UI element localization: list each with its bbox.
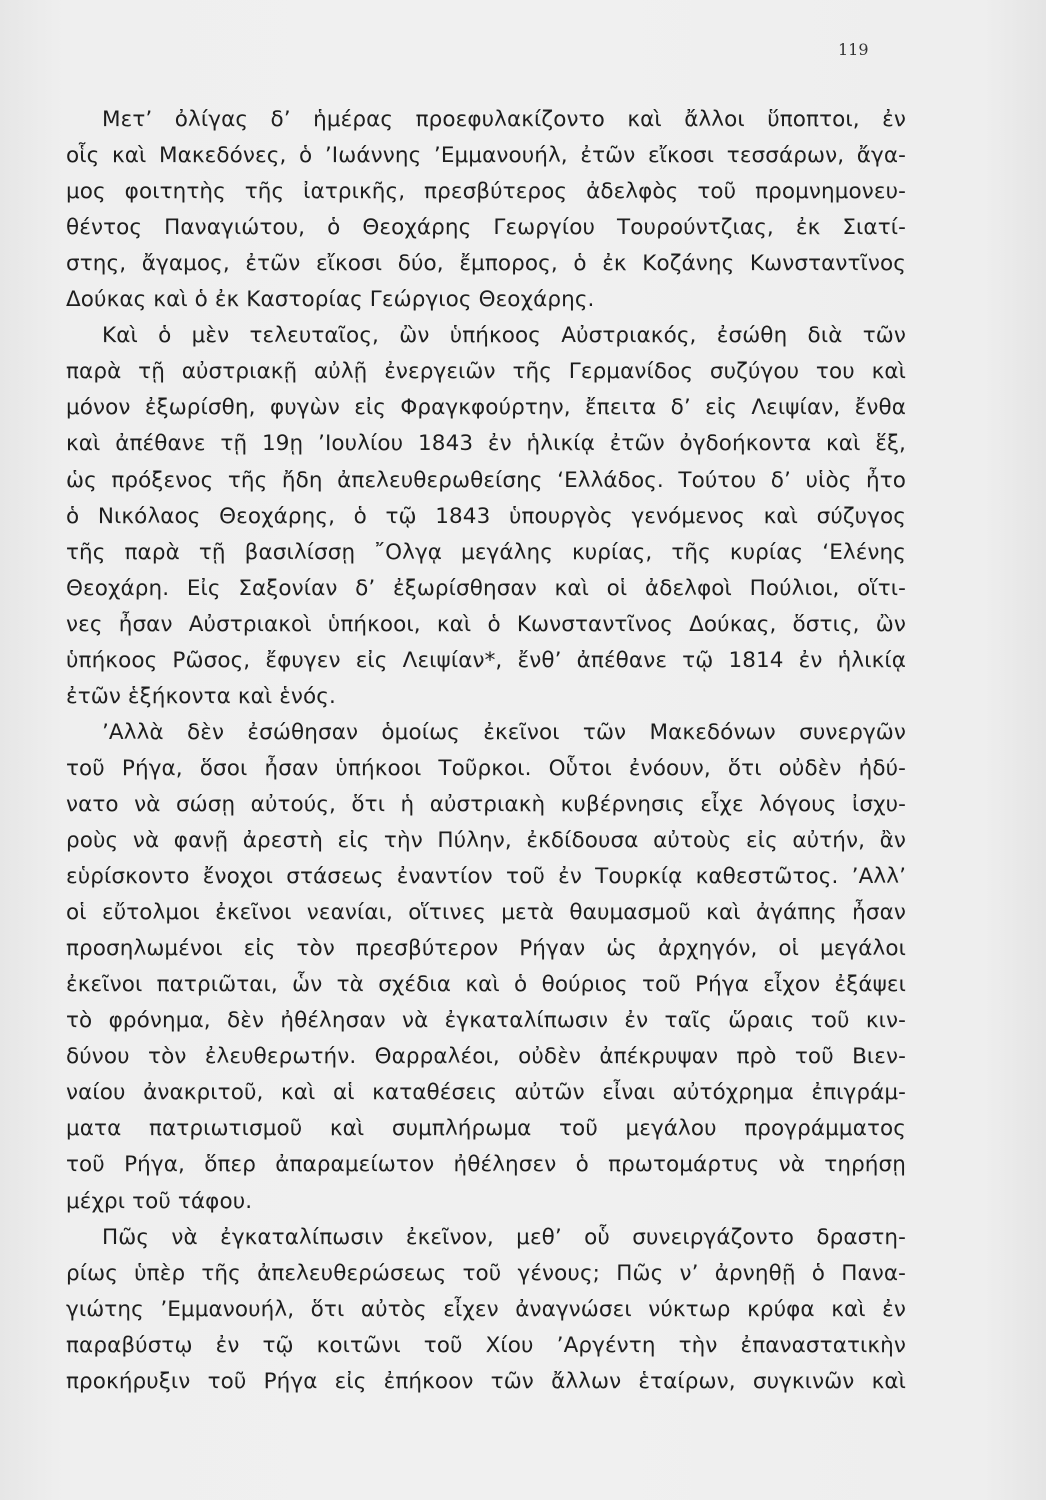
text-line: οἱ εὔτολμοι ἐκεῖνοι νεανίαι, οἵτινες μετὰ θαυμασμοῦ καὶ ἀγάπης ἦσαν: [66, 900, 906, 925]
text-line: Μετ’ ὀλίγας δ’ ἡμέρας προεφυλακίζοντο καὶ ἄλλοι ὕποπτοι, ἐν: [102, 107, 906, 132]
text-line: μος φοιτητὴς τῆς ἰατρικῆς, πρεσβύτερος ἀδελφὸς τοῦ προμνημονευ-: [66, 179, 906, 204]
text-line: παραβύστῳ ἐν τῷ κοιτῶνι τοῦ Χίου ’Αργέντη τὴν ἐπαναστατικὴν: [66, 1333, 906, 1358]
text-line: εὑρίσκοντο ἔνοχοι στάσεως ἐναντίον τοῦ ἐν Τουρκίᾳ καθεστῶτος. ’Αλλ’: [66, 864, 906, 889]
text-line: στης, ἄγαμος, ἐτῶν εἴκοσι δύο, ἔμπορος, ὁ ἐκ Κοζάνης Κωνσταντῖνος: [66, 251, 906, 276]
text-line: Πῶς νὰ ἐγκαταλίπωσιν ἐκεῖνον, μεθ’ οὗ συνειργάζοντο δραστη-: [102, 1225, 906, 1250]
text-line: Θεοχάρη. Εἰς Σαξονίαν δ’ ἐξωρίσθησαν καὶ οἱ ἀδελφοὶ Πούλιοι, οἵτι-: [66, 576, 906, 601]
text-line: προκήρυξιν τοῦ Ρήγα εἰς ἐπήκοον τῶν ἄλλων ἑταίρων, συγκινῶν καὶ: [66, 1369, 906, 1394]
text-line: ὡς πρόξενος τῆς ἤδη ἀπελευθερωθείσης ‘Ελλάδος. Τούτου δ’ υἱὸς ἦτο: [66, 468, 906, 493]
text-line: ὁ Νικόλαος Θεοχάρης, ὁ τῷ 1843 ὑπουργὸς γενόμενος καὶ σύζυγος: [66, 504, 906, 529]
text-line: ροὺς νὰ φανῇ ἀρεστὴ εἰς τὴν Πύλην, ἐκδίδουσα αὐτοὺς εἰς αὐτήν, ἂν: [66, 828, 906, 853]
text-line: καὶ ἀπέθανε τῇ 19ῃ ’Ιουλίου 1843 ἐν ἡλικίᾳ ἐτῶν ὀγδοήκοντα καὶ ἕξ,: [66, 431, 906, 456]
text-line: νες ἦσαν Αὐστριακοὶ ὑπήκοοι, καὶ ὁ Κωνσταντῖνος Δούκας, ὅστις, ὢν: [66, 612, 906, 637]
text-line: ὑπήκοος Ρῶσος, ἔφυγεν εἰς Λειψίαν*, ἔνθ’ ἀπέθανε τῷ 1814 ἐν ἡλικίᾳ: [66, 648, 906, 673]
text-line: παρὰ τῇ αὐστριακῇ αὐλῇ ἐνεργειῶν τῆς Γερμανίδος συζύγου του καὶ: [66, 359, 906, 384]
text-line: Δούκας καὶ ὁ ἐκ Καστορίας Γεώργιος Θεοχάρης.: [66, 287, 595, 312]
text-line: τοῦ Ρήγα, ὅπερ ἀπαραμείωτον ἠθέλησεν ὁ πρωτομάρτυς νὰ τηρήσῃ: [66, 1152, 906, 1177]
text-line: δύνου τὸν ἐλευθερωτήν. Θαρραλέοι, οὐδὲν ἀπέκρυψαν πρὸ τοῦ Βιεν-: [66, 1044, 906, 1069]
text-line: θέντος Παναγιώτου, ὁ Θεοχάρης Γεωργίου Τουρούντζιας, ἐκ Σιατί-: [66, 215, 906, 240]
text-line: τοῦ Ρήγα, ὅσοι ἦσαν ὑπήκοοι Τοῦρκοι. Οὗτοι ἐνόουν, ὅτι οὐδὲν ἠδύ-: [66, 756, 906, 781]
text-line: ἐτῶν ἑξήκοντα καὶ ἑνός.: [66, 684, 336, 709]
text-line: τῆς παρὰ τῇ βασιλίσσῃ ῎Ολγᾳ μεγάλης κυρίας, τῆς κυρίας ‘Ελένης: [66, 540, 906, 565]
text-line: ἐκεῖνοι πατριῶται, ὧν τὰ σχέδια καὶ ὁ θούριος τοῦ Ρήγα εἶχον ἐξάψει: [66, 972, 906, 997]
text-line: οἷς καὶ Μακεδόνες, ὁ ’Ιωάννης ’Εμμανουήλ, ἐτῶν εἴκοσι τεσσάρων, ἄγα-: [66, 143, 906, 168]
text-line: γιώτης ’Εμμανουήλ, ὅτι αὐτὸς εἶχεν ἀναγνώσει νύκτωρ κρύφα καὶ ἐν: [66, 1297, 906, 1322]
text-line: μέχρι τοῦ τάφου.: [66, 1189, 253, 1214]
text-line: προσηλωμένοι εἰς τὸν πρεσβύτερον Ρήγαν ὡς ἀρχηγόν, οἱ μεγάλοι: [66, 936, 906, 961]
text-line: ναίου ἀνακριτοῦ, καὶ αἱ καταθέσεις αὐτῶν εἶναι αὐτόχρημα ἐπιγράμ-: [66, 1080, 906, 1105]
page-number: 119: [838, 40, 869, 59]
text-line: νατο νὰ σώσῃ αὐτούς, ὅτι ἡ αὐστριακὴ κυβέρνησις εἶχε λόγους ἰσχυ-: [66, 792, 906, 817]
text-line: τὸ φρόνημα, δὲν ἠθέλησαν νὰ ἐγκαταλίπωσιν ἐν ταῖς ὥραις τοῦ κιν-: [66, 1008, 906, 1033]
text-line: ’Αλλὰ δὲν ἐσώθησαν ὁμοίως ἐκεῖνοι τῶν Μακεδόνων συνεργῶν: [102, 720, 906, 745]
text-line: Καὶ ὁ μὲν τελευταῖος, ὢν ὑπήκοος Αὐστριακός, ἐσώθη διὰ τῶν: [102, 323, 906, 348]
text-line: ρίως ὑπὲρ τῆς ἀπελευθερώσεως τοῦ γένους; Πῶς ν’ ἀρνηθῇ ὁ Πανα-: [66, 1261, 906, 1286]
text-line: μόνον ἐξωρίσθη, φυγὼν εἰς Φραγκφούρτην, ἔπειτα δ’ εἰς Λειψίαν, ἔνθα: [66, 395, 906, 420]
text-line: ματα πατριωτισμοῦ καὶ συμπλήρωμα τοῦ μεγάλου προγράμματος: [66, 1116, 906, 1141]
